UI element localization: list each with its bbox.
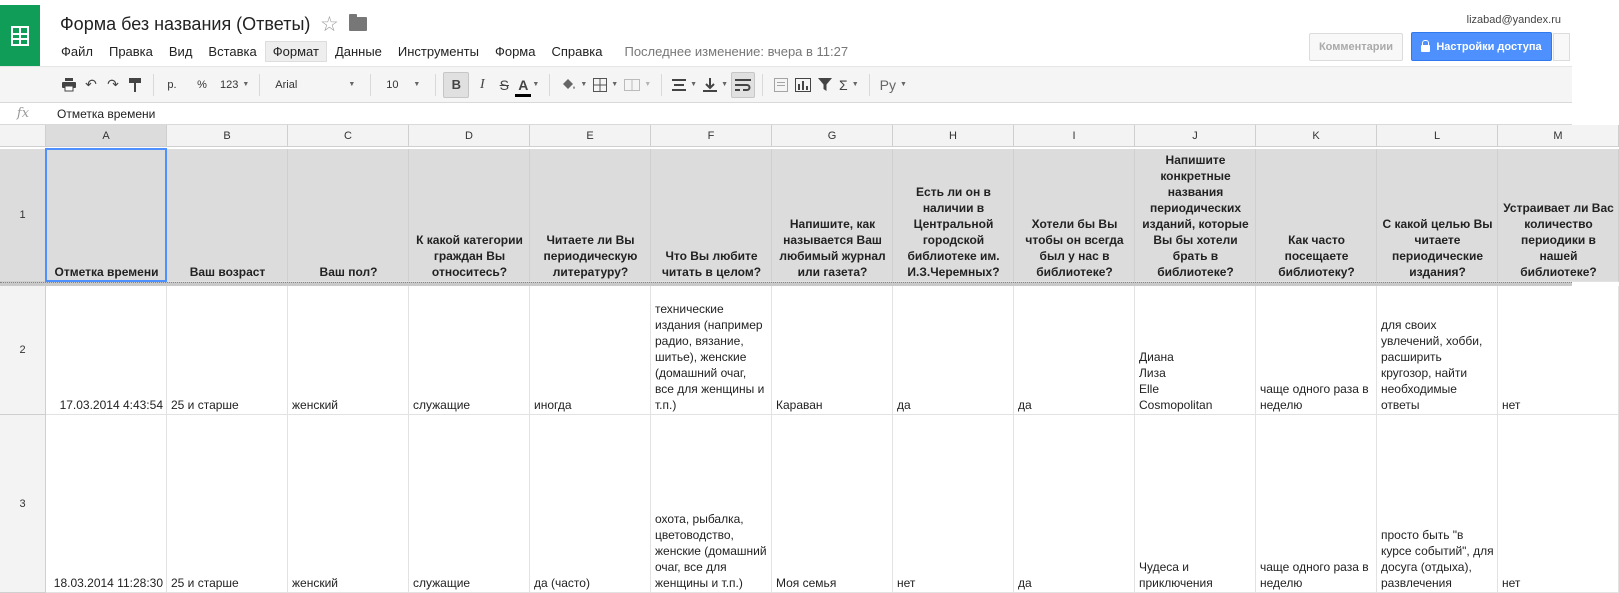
cell-c2[interactable]: женский — [288, 286, 409, 415]
last-edit-status[interactable]: Последнее изменение: вчера в 11:27 — [624, 43, 849, 59]
cell-i1[interactable]: Хотели бы Вы чтобы он всегда был у нас в библиотеке? — [1014, 149, 1135, 282]
cell-f1[interactable]: Что Вы любите читать в целом? — [651, 149, 772, 282]
cell-c3[interactable]: женский — [288, 415, 409, 593]
column-header-a[interactable]: A — [46, 125, 167, 147]
bold-button[interactable]: B — [443, 72, 469, 98]
column-header-m[interactable]: M — [1498, 125, 1619, 147]
cell-l1[interactable]: С какой целью Вы читаете периодические издания? — [1377, 149, 1498, 282]
font-size-select[interactable] — [378, 72, 428, 98]
row-header-2[interactable]: 2 — [0, 286, 46, 415]
font-size-value: 10 — [386, 78, 399, 91]
redo-icon[interactable]: ↷ — [107, 76, 119, 92]
font-family-value: Arial — [275, 78, 298, 91]
folder-icon[interactable] — [349, 17, 367, 31]
menu-file[interactable]: Файл — [61, 43, 93, 59]
text-color-button[interactable] — [515, 72, 542, 98]
user-email[interactable]: lizabad@yandex.ru — [1466, 14, 1561, 26]
italic-button[interactable]: I — [479, 76, 485, 92]
currency-format-button[interactable]: р. — [167, 78, 177, 91]
menu-view[interactable]: Вид — [168, 43, 193, 59]
cell-c1[interactable]: Ваш пол? — [288, 149, 409, 282]
chevron-down-icon: ▼ — [721, 81, 729, 88]
cell-g2[interactable]: Караван — [772, 286, 893, 415]
paint-format-icon[interactable] — [124, 72, 146, 98]
chevron-down-icon: ▼ — [851, 81, 859, 88]
cell-b1[interactable]: Ваш возраст — [167, 149, 288, 282]
toolbar-divider — [370, 74, 371, 96]
cell-d2[interactable]: служащие — [409, 286, 530, 415]
cell-k2[interactable]: чаще одного раза в неделю — [1256, 286, 1377, 415]
column-header-f[interactable]: F — [651, 125, 772, 147]
chevron-down-icon: ▼ — [644, 81, 652, 88]
cell-e1[interactable]: Читаете ли Вы периодическую литературу? — [530, 149, 651, 282]
horizontal-align-button[interactable] — [669, 72, 700, 98]
text-color-icon: A — [518, 76, 529, 93]
menu-format[interactable]: Формат — [265, 41, 327, 62]
toolbar-divider — [762, 74, 763, 96]
cell-a3[interactable]: 18.03.2014 11:28:30 — [46, 415, 167, 593]
row-header-3[interactable]: 3 — [0, 415, 46, 593]
cell-e3[interactable]: да (часто) — [530, 415, 651, 593]
cell-l3[interactable]: просто быть "в курсе событий", для досуга (отдыха), развлечения — [1377, 415, 1498, 593]
more-formats-dropdown[interactable] — [217, 72, 252, 98]
fx-icon: fx — [16, 106, 30, 121]
cell-m3[interactable]: нет — [1498, 415, 1619, 593]
cell-a2[interactable]: 17.03.2014 4:43:54 — [46, 286, 167, 415]
insert-comment-icon[interactable] — [770, 72, 792, 98]
chevron-down-icon: ▼ — [899, 81, 907, 88]
chevron-down-icon: ▼ — [532, 81, 540, 88]
column-header-h[interactable]: H — [893, 125, 1014, 147]
menu-form[interactable]: Форма — [494, 43, 536, 59]
borders-button[interactable] — [590, 72, 621, 98]
cell-i2[interactable]: да — [1014, 286, 1135, 415]
cell-h1[interactable]: Есть ли он в наличии в Центральной городской библиотеке им. И.З.Черемных? — [893, 149, 1014, 282]
insert-chart-icon[interactable] — [792, 72, 814, 98]
app-header — [0, 0, 1572, 66]
column-header-k[interactable]: K — [1256, 125, 1377, 147]
toolbar-divider — [869, 74, 870, 96]
cell-m1[interactable]: Устраивает ли Вас количество периодики в нашей библиотеке? — [1498, 149, 1619, 282]
cell-d1[interactable]: К какой категории граждан Вы относитесь? — [409, 149, 530, 282]
column-header-e[interactable]: E — [530, 125, 651, 147]
sheets-logo-icon[interactable] — [0, 5, 40, 66]
cell-k1[interactable]: Как часто посещаете библиотеку? — [1256, 149, 1377, 282]
document-title[interactable]: Форма без названия (Ответы) — [60, 14, 311, 34]
functions-icon[interactable]: Σ ▼ — [839, 76, 859, 93]
wrap-text-button[interactable] — [731, 72, 755, 98]
menu-help[interactable]: Справка — [551, 43, 603, 59]
cell-e2[interactable]: иногда — [530, 286, 651, 415]
cell-k3[interactable]: чаще одного раза в неделю — [1256, 415, 1377, 593]
cell-m2[interactable]: нет — [1498, 286, 1619, 415]
menu-edit[interactable]: Правка — [108, 43, 153, 59]
share-button[interactable] — [1411, 32, 1552, 61]
cell-b2[interactable]: 25 и старше — [167, 286, 288, 415]
cell-l2[interactable]: для своих увлечений, хобби, расширить кругозор, найти необходимые ответы — [1377, 286, 1498, 415]
toolbar-divider — [153, 74, 154, 96]
column-header-d[interactable]: D — [409, 125, 530, 147]
merge-cells-button[interactable] — [621, 72, 654, 98]
formula-input[interactable]: Отметка времени — [57, 106, 156, 121]
undo-icon[interactable]: ↶ — [85, 76, 97, 92]
column-header-j[interactable]: J — [1135, 125, 1256, 147]
menu-data[interactable]: Данные — [334, 43, 382, 59]
formula-bar — [0, 103, 1572, 125]
column-header-l[interactable]: L — [1377, 125, 1498, 147]
fill-color-button[interactable] — [557, 72, 590, 98]
toolbar-divider — [259, 74, 260, 96]
percent-format-button[interactable]: % — [197, 78, 207, 91]
cell-g3[interactable]: Моя семья — [772, 415, 893, 593]
column-header-c[interactable]: C — [288, 125, 409, 147]
column-header-g[interactable]: G — [772, 125, 893, 147]
menu-tools[interactable]: Инструменты — [397, 43, 479, 59]
cell-a1[interactable]: Отметка времени — [46, 149, 167, 282]
select-all-corner[interactable] — [0, 125, 46, 147]
header-scroll-handle[interactable] — [1553, 33, 1570, 61]
cell-h2[interactable]: да — [893, 286, 1014, 415]
input-tools-button[interactable] — [877, 72, 910, 98]
cell-j3[interactable]: Чудеса и приключения — [1135, 415, 1256, 593]
lock-icon — [1421, 45, 1430, 52]
print-icon[interactable] — [58, 72, 80, 98]
cell-i3[interactable]: да — [1014, 415, 1135, 593]
share-button-label: Настройки доступа — [1436, 40, 1542, 53]
cell-g1[interactable]: Напишите, как называется Ваш любимый журнал или газета? — [772, 149, 893, 282]
menu-bar — [53, 39, 848, 63]
toolbar-divider — [661, 74, 662, 96]
cell-j2[interactable]: Диана Лиза Elle Cosmopolitan — [1135, 286, 1256, 415]
column-header-i[interactable]: I — [1014, 125, 1135, 147]
chevron-down-icon: ▼ — [580, 81, 588, 88]
cell-j1[interactable]: Напишите конкретные названия периодических изданий, которые Вы бы хотели брать в библиотеке? — [1135, 149, 1256, 282]
cell-f3[interactable]: охота, рыбалка, цветоводство, женские (домашний очаг, все для женщины и т.п.) — [651, 415, 772, 593]
toolbar — [0, 66, 1572, 103]
cell-b3[interactable]: 25 и старше — [167, 415, 288, 593]
vertical-align-button[interactable] — [700, 72, 731, 98]
chevron-down-icon: ▼ — [690, 81, 698, 88]
strikethrough-button[interactable]: S — [499, 76, 509, 93]
chevron-down-icon: ▼ — [348, 81, 356, 88]
cell-f2[interactable]: технические издания (например радио, вязание, шитье), женские (домашний очаг, все для женщины и т.п.) — [651, 286, 772, 415]
comments-button[interactable]: Комментарии — [1309, 33, 1403, 61]
more-formats-label: 123 — [220, 78, 239, 91]
toolbar-divider — [435, 74, 436, 96]
cell-d3[interactable]: служащие — [409, 415, 530, 593]
row-header-1[interactable]: 1 — [0, 149, 46, 282]
input-tools-label: Ру — [879, 76, 896, 93]
chevron-down-icon: ▼ — [611, 81, 619, 88]
star-icon[interactable]: ☆ — [320, 13, 339, 36]
menu-insert[interactable]: Вставка — [208, 43, 257, 59]
column-header-b[interactable]: B — [167, 125, 288, 147]
chevron-down-icon: ▼ — [413, 81, 421, 88]
toolbar-divider — [549, 74, 550, 96]
filter-icon[interactable] — [814, 72, 836, 98]
cell-h3[interactable]: нет — [893, 415, 1014, 593]
chevron-down-icon: ▼ — [242, 81, 250, 88]
font-family-select[interactable] — [267, 72, 363, 98]
